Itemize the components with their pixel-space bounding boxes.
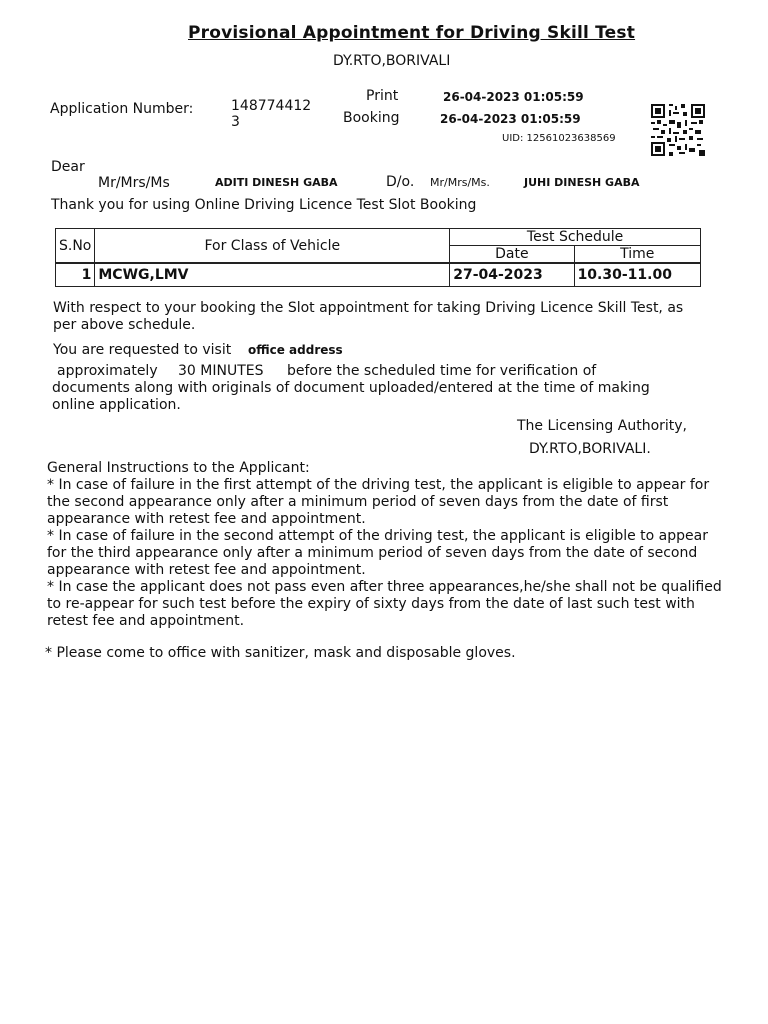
visit-paragraph-rest: documents along with originals of document uploaded/entered at the time of making online application. bbox=[52, 380, 650, 413]
row-time: 10.30-11.00 bbox=[574, 263, 700, 287]
visit-minutes: 30 MINUTES bbox=[178, 363, 264, 379]
parent-salutation: Mr/Mrs/Ms. bbox=[430, 176, 490, 189]
instruction-item: * In case of failure in the second attempt of the driving test, the applicant is eligible to appear for the third appearance only after a minimum period of seven days from the date of second appearance with retest fee and appointment. bbox=[47, 528, 708, 578]
office-name: DY.RTO,BORIVALI bbox=[333, 53, 451, 69]
signature-line1: The Licensing Authority, bbox=[517, 418, 688, 434]
visit-line-a: approximately bbox=[57, 363, 158, 379]
header-sno: S.No bbox=[56, 229, 95, 264]
signature-line2: DY.RTO,BORIVALI. bbox=[529, 441, 651, 457]
application-number-line2: 3 bbox=[231, 114, 240, 130]
visit-place: office address bbox=[248, 343, 343, 357]
parent-name: JUHI DINESH GABA bbox=[524, 176, 640, 189]
instructions-heading: General Instructions to the Applicant: bbox=[47, 460, 310, 476]
application-number-label: Application Number: bbox=[50, 101, 194, 117]
booking-label: Booking bbox=[343, 110, 400, 126]
page-title: Provisional Appointment for Driving Skill Test bbox=[188, 23, 636, 43]
instruction-item: * In case the applicant does not pass even after three appearances,he/she shall not be qualified to re-appear for such test before the expiry of sixty days from the date of last such test with retest fee and appointment. bbox=[47, 579, 722, 629]
visit-line-c: before the scheduled time for verification of bbox=[287, 363, 597, 379]
print-datetime: 26-04-2023 01:05:59 bbox=[443, 90, 584, 104]
safety-note: * Please come to office with sanitizer, mask and disposable gloves. bbox=[45, 645, 516, 661]
relation-label: D/o. bbox=[386, 174, 415, 190]
row-date: 27-04-2023 bbox=[450, 263, 574, 287]
booking-paragraph: With respect to your booking the Slot appointment for taking Driving Licence Skill Test, as per above schedule. bbox=[53, 300, 684, 333]
row-class: MCWG,LMV bbox=[95, 263, 450, 287]
dear-label: Dear bbox=[51, 159, 85, 175]
applicant-name: ADITI DINESH GABA bbox=[215, 176, 338, 189]
header-date: Date bbox=[450, 246, 574, 264]
print-label: Print bbox=[366, 88, 399, 104]
table-row bbox=[56, 263, 701, 287]
visit-prefix: You are requested to visit bbox=[53, 342, 232, 358]
header-schedule: Test Schedule bbox=[450, 229, 701, 246]
qr-code bbox=[651, 104, 705, 156]
row-sno: 1 bbox=[56, 263, 95, 287]
header-class: For Class of Vehicle bbox=[95, 229, 450, 264]
application-number-line1: 148774412 bbox=[231, 98, 312, 114]
instruction-item: * In case of failure in the first attempt of the driving test, the applicant is eligible to appear for the second appearance only after a minimum period of seven days from the date of first appearance with retest fee and appointment. bbox=[47, 477, 710, 527]
salutation: Mr/Mrs/Ms bbox=[98, 175, 170, 191]
booking-datetime: 26-04-2023 01:05:59 bbox=[440, 112, 581, 126]
schedule-table bbox=[55, 228, 701, 287]
uid: UID: 12561023638569 bbox=[502, 133, 616, 144]
thank-you-text: Thank you for using Online Driving Licence Test Slot Booking bbox=[51, 197, 477, 213]
header-time: Time bbox=[574, 246, 700, 264]
